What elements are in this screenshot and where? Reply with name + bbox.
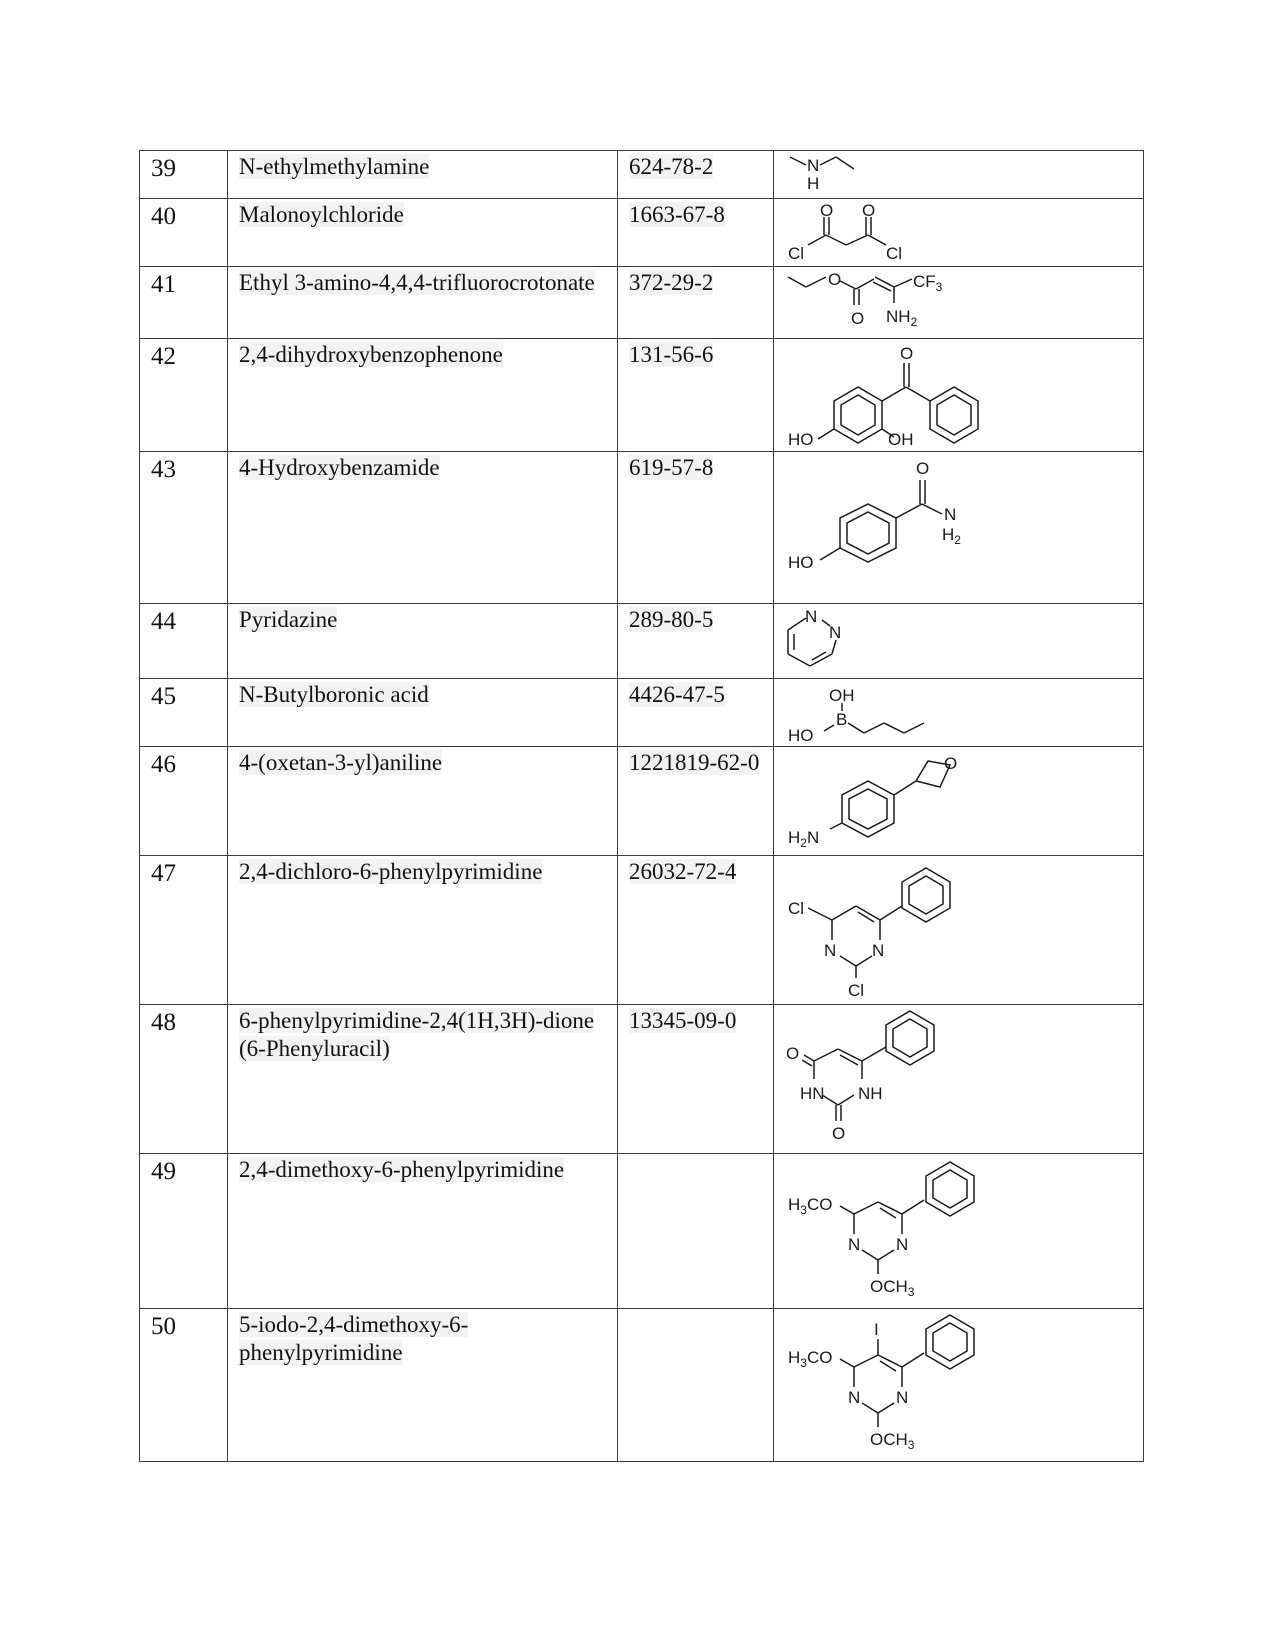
compound-name: N-ethylmethylamine (239, 154, 430, 179)
atom-label-h2: $H_2$ (942, 525, 961, 547)
butylboronic-acid-structure (774, 679, 1143, 746)
row-number: 44 (151, 608, 176, 635)
cas-number-cell (618, 747, 774, 856)
cas-number-cell (618, 151, 774, 199)
row-number-cell (140, 604, 228, 679)
cas-number-cell (618, 452, 774, 604)
table-row (140, 267, 1144, 339)
structure-cell (774, 1154, 1144, 1309)
row-number: 50 (151, 1313, 176, 1340)
structure-drawing (774, 1154, 1143, 1308)
compound-name: Pyridazine (239, 607, 338, 632)
atom-label-n: N (896, 1235, 909, 1254)
atom-label-o: O (832, 1124, 846, 1143)
ethyl-aminotrifluorocrotonate-structure (774, 267, 1143, 338)
dichlorophenylpyrimidine-structure (774, 856, 1143, 1004)
atom-label-o: O (900, 344, 914, 363)
structure-drawing (774, 452, 1143, 603)
compound-name-cell (228, 267, 618, 339)
dihydroxybenzophenone-structure (774, 339, 1143, 451)
structure-drawing (774, 604, 1143, 678)
structure-cell (774, 1005, 1144, 1154)
compound-name-cell (228, 747, 618, 856)
compound-name: 4-Hydroxybenzamide (239, 455, 440, 480)
compound-name: 2,4-dichloro-6-phenylpyrimidine (239, 859, 543, 884)
malonoylchloride-structure (774, 199, 1143, 266)
atom-label-o: O (851, 309, 865, 328)
dimethoxyphenylpyrimidine-structure (774, 1154, 1143, 1308)
compound-name: Malonoylchloride (239, 202, 404, 227)
row-number: 41 (151, 271, 176, 298)
atom-label-n: N (896, 1388, 909, 1407)
structure-drawing (774, 199, 1143, 266)
atom-label-n: N (848, 1235, 861, 1254)
atom-label-o: O (944, 754, 958, 773)
row-number-cell (140, 856, 228, 1005)
cas-number: 26032-72-4 (629, 859, 737, 884)
compound-name: 4-(oxetan-3-yl)aniline (239, 750, 443, 775)
cas-number: 4426-47-5 (629, 682, 725, 707)
compound-name-cell (228, 679, 618, 747)
atom-label-och3: $OCH_3$ (870, 1430, 915, 1452)
atom-label-oh: OH (829, 686, 855, 705)
cas-number-cell (618, 856, 774, 1005)
compound-name-cell (228, 1309, 618, 1462)
row-number-cell (140, 339, 228, 452)
structure-drawing (774, 1005, 1143, 1153)
compound-table (139, 150, 1144, 1462)
structure-cell (774, 747, 1144, 856)
table-row (140, 1005, 1144, 1154)
row-number-cell (140, 1154, 228, 1309)
cas-number: 619-57-8 (629, 455, 714, 480)
compound-name: 2,4-dihydroxybenzophenone (239, 342, 503, 367)
structure-drawing (774, 339, 1143, 451)
structure-cell (774, 856, 1144, 1005)
table-row (140, 199, 1144, 267)
pyridazine-structure (774, 604, 1143, 678)
compound-name-cell (228, 1154, 618, 1309)
row-number: 46 (151, 751, 176, 778)
atom-label-ho: HO (788, 726, 814, 745)
cas-number: 13345-09-0 (629, 1008, 737, 1033)
atom-label-n: N (805, 607, 818, 626)
structure-drawing (774, 856, 1143, 1004)
atom-label-cl: Cl (788, 244, 805, 263)
atom-label-cf3: $CF_3$ (913, 272, 943, 294)
cas-number: 131-56-6 (629, 342, 714, 367)
cas-number-cell (618, 267, 774, 339)
table-row (140, 1309, 1144, 1462)
atom-label-oh: OH (888, 430, 914, 449)
compound-name: 6-phenylpyrimidine-2,4(1H,3H)-dione (6-Phenyluracil) (239, 1008, 595, 1061)
cas-number: 1221819-62-0 (629, 750, 760, 775)
structure-cell (774, 452, 1144, 604)
atom-label-nh: NH (858, 1084, 883, 1103)
structure-drawing (774, 679, 1143, 746)
cas-number-cell (618, 199, 774, 267)
table-row (140, 604, 1144, 679)
atom-label-cl: Cl (886, 244, 903, 263)
row-number-cell (140, 151, 228, 199)
cas-number-cell (618, 679, 774, 747)
compound-name: N-Butylboronic acid (239, 682, 429, 707)
row-number-cell (140, 747, 228, 856)
table-row (140, 452, 1144, 604)
atom-label-h3co: $H_3CO$ (788, 1348, 833, 1370)
row-number: 43 (151, 456, 176, 483)
atom-label-n: N (807, 156, 820, 175)
atom-label-i: I (874, 1320, 879, 1339)
compound-name-cell (228, 856, 618, 1005)
row-number: 49 (151, 1158, 176, 1185)
compound-name: Ethyl 3-amino-4,4,4-trifluorocrotonate (239, 270, 595, 295)
compound-name-cell (228, 339, 618, 452)
atom-label-n: N (829, 623, 842, 642)
table-row (140, 679, 1144, 747)
compound-name-cell (228, 199, 618, 267)
compound-name: 5-iodo-2,4-dimethoxy-6-phenylpyrimidine (239, 1312, 469, 1365)
cas-number-cell (618, 1309, 774, 1462)
structure-cell (774, 199, 1144, 267)
cas-number-cell (618, 339, 774, 452)
table-row (140, 747, 1144, 856)
iododimethoxyphenylpyrimidine-structure (774, 1309, 1143, 1461)
atom-label-h: H (807, 174, 820, 193)
structure-cell (774, 151, 1144, 199)
cas-number: 289-80-5 (629, 607, 714, 632)
cas-number-cell (618, 604, 774, 679)
row-number-cell (140, 1309, 228, 1462)
table-row (140, 151, 1144, 199)
atom-label-cl: Cl (848, 981, 865, 1000)
row-number-cell (140, 1005, 228, 1154)
atom-label-hn: HN (800, 1084, 825, 1103)
table-row (140, 1154, 1144, 1309)
cas-number: 372-29-2 (629, 270, 714, 295)
row-number-cell (140, 199, 228, 267)
compound-name: 2,4-dimethoxy-6-phenylpyrimidine (239, 1157, 565, 1182)
atom-label-n: N (848, 1388, 861, 1407)
atom-label-ho: HO (788, 553, 814, 572)
structure-cell (774, 679, 1144, 747)
atom-label-o: O (820, 201, 834, 220)
atom-label-nh2: $NH_2$ (886, 307, 918, 329)
structure-cell (774, 267, 1144, 339)
structure-cell (774, 1309, 1144, 1462)
cas-number: 1663-67-8 (629, 202, 725, 227)
table-row (140, 856, 1144, 1005)
structure-drawing (774, 151, 1143, 198)
cas-number-cell (618, 1005, 774, 1154)
compound-name-cell (228, 452, 618, 604)
atom-label-ho: HO (788, 430, 814, 449)
structure-cell (774, 604, 1144, 679)
atom-label-h2n: $H_2N$ (788, 828, 820, 850)
oxetanylaniline-structure (774, 747, 1143, 855)
structure-drawing (774, 267, 1143, 338)
atom-label-b: B (836, 710, 848, 729)
row-number: 45 (151, 683, 176, 710)
cas-number: 624-78-2 (629, 154, 714, 179)
structure-drawing (774, 747, 1143, 855)
structure-drawing (774, 1309, 1143, 1461)
atom-label-h3co: $H_3CO$ (788, 1195, 833, 1217)
atom-label-och3: $OCH_3$ (870, 1277, 915, 1299)
table-row (140, 339, 1144, 452)
row-number: 42 (151, 343, 176, 370)
row-number-cell (140, 267, 228, 339)
n-ethylmethylamine-structure (774, 151, 1143, 198)
atom-label-n: N (872, 941, 885, 960)
compound-name-cell (228, 151, 618, 199)
phenyluracil-structure (774, 1005, 1143, 1153)
atom-label-n: N (944, 505, 957, 524)
atom-label-o: O (828, 270, 842, 289)
atom-label-o: O (786, 1044, 800, 1063)
row-number: 48 (151, 1009, 176, 1036)
compound-name-cell (228, 604, 618, 679)
atom-label-n: N (824, 941, 837, 960)
row-number-cell (140, 679, 228, 747)
atom-label-cl: Cl (788, 899, 805, 918)
atom-label-o: O (862, 201, 876, 220)
hydroxybenzamide-structure (774, 452, 1143, 603)
row-number: 40 (151, 203, 176, 230)
row-number: 47 (151, 860, 176, 887)
structure-cell (774, 339, 1144, 452)
atom-label-o: O (916, 459, 930, 478)
compound-name-cell (228, 1005, 618, 1154)
row-number: 39 (151, 155, 176, 182)
row-number-cell (140, 452, 228, 604)
cas-number-cell (618, 1154, 774, 1309)
